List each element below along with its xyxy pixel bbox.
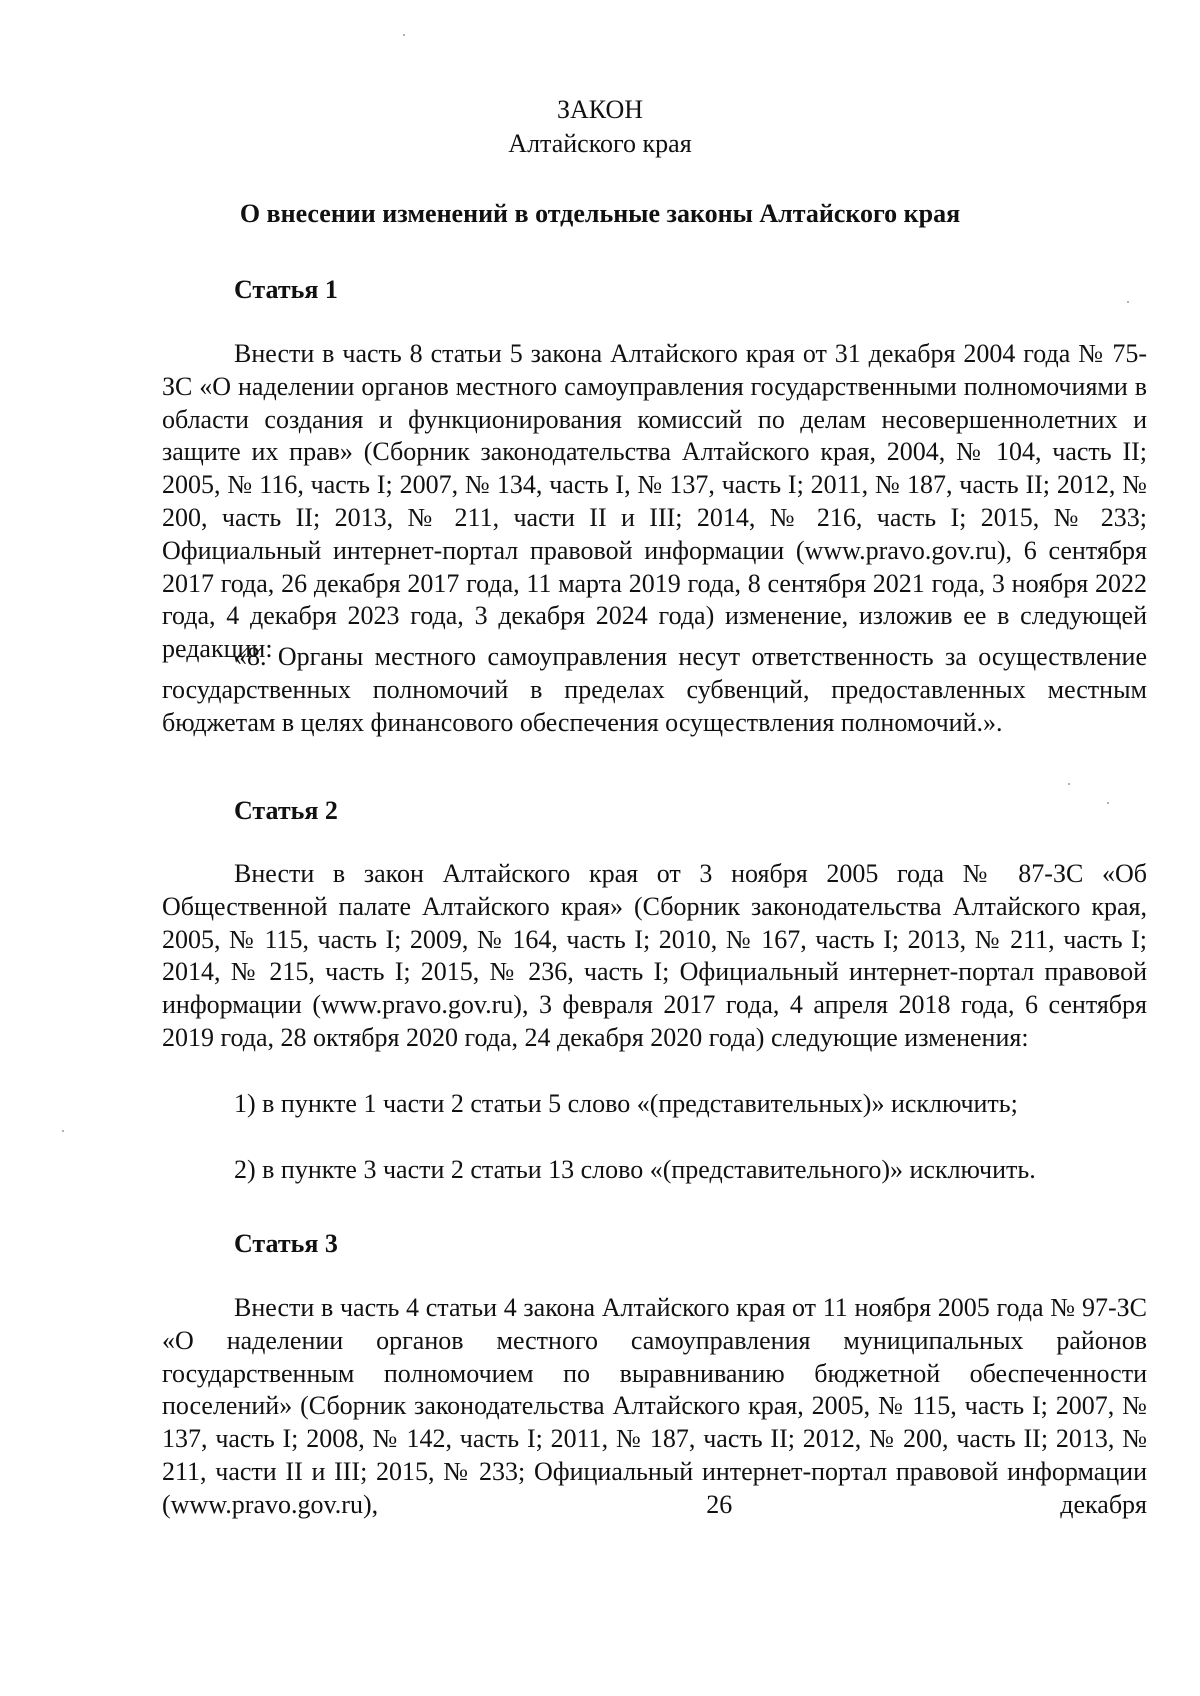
article-2-item-1: 1) в пункте 1 части 2 статьи 5 слово «(представительных)» исключить; xyxy=(234,1089,1018,1118)
scan-speck xyxy=(1127,301,1129,303)
scan-speck xyxy=(1107,802,1109,804)
article-1-paragraph-1: Внести в часть 8 статьи 5 закона Алтайского края от 31 декабря 2004 года № 75-ЗС «О наделении органов местного самоуправления государственными полномочиями в области создания и функционирования комиссий по делам несовершеннолетних и защите их прав» (Сборник законодательства Алтайского края, 2004, № 104, часть II; 2005, № 116, часть I; 2007, № 134, часть I, № 137, часть I; 2011, № 187, часть II; 2012, № 200, часть II; 2013, № 211, части II и III; 2014, № 216, часть I; 2015, № 233; Официальный интернет-портал правовой информации (www.pravo.gov.ru), 6 сентября 2017 года, 26 декабря 2017 года, 11 марта 2019 года, 8 сентября 2021 года, 3 ноября 2022 года, 4 декабря 2023 года, 3 декабря 2024 года) изменение, изложив ее в следующей редакции: xyxy=(162,339,1147,664)
document-title: ЗАКОН xyxy=(556,95,644,124)
scan-speck xyxy=(1068,783,1070,785)
article-2-item-2: 2) в пункте 3 части 2 статьи 13 слово «(представительного)» исключить. xyxy=(234,1155,1036,1184)
scan-speck xyxy=(62,1130,64,1132)
law-name: О внесении изменений в отдельные законы Алтайского края xyxy=(239,199,961,228)
article-2-paragraph-1: Внести в закон Алтайского края от 3 ноября 2005 года № 87-ЗС «Об Общественной палате Алтайского края» (Сборник законодательства Алтайского края, 2005, № 115, часть I; 2009, № 164, часть I; 2010, № 167, часть I; 2013, № 211, часть I; 2014, № 215, часть I; 2015, № 236, часть I; Официальный интернет-портал правовой информации (www.pravo.gov.ru), 3 февраля 2017 года, 4 апреля 2018 года, 6 сентября 2019 года, 28 октября 2020 года, 24 декабря 2020 года) следующие изменения: xyxy=(162,859,1147,1052)
article-3-heading: Статья 3 xyxy=(234,1229,338,1258)
document-region: Алтайского края xyxy=(508,129,692,158)
scan-speck xyxy=(403,34,405,36)
article-1-heading: Статья 1 xyxy=(234,275,338,304)
article-2-heading: Статья 2 xyxy=(234,796,338,825)
article-1-paragraph-2: «8. Органы местного самоуправления несут ответственность за осуществление государственных полномочий в пределах субвенций, предоставленных местным бюджетам в целях финансового обеспечения осуществления полномочий.». xyxy=(162,642,1147,737)
article-3-paragraph-1: Внести в часть 4 статьи 4 закона Алтайского края от 11 ноября 2005 года № 97-ЗС «О наделении органов местного самоуправления муниципальных районов государственным полномочием по выравниванию бюджетной обеспеченности поселений» (Сборник законодательства Алтайского края, 2005, № 115, часть I; 2007, № 137, часть I; 2008, № 142, часть I; 2011, № 187, часть II; 2012, № 200, часть II; 2013, № 211, части II и III; 2015, № 233; Официальный интернет-портал правовой информации (www.pravo.gov.ru), 26 декабря xyxy=(162,1293,1148,1519)
